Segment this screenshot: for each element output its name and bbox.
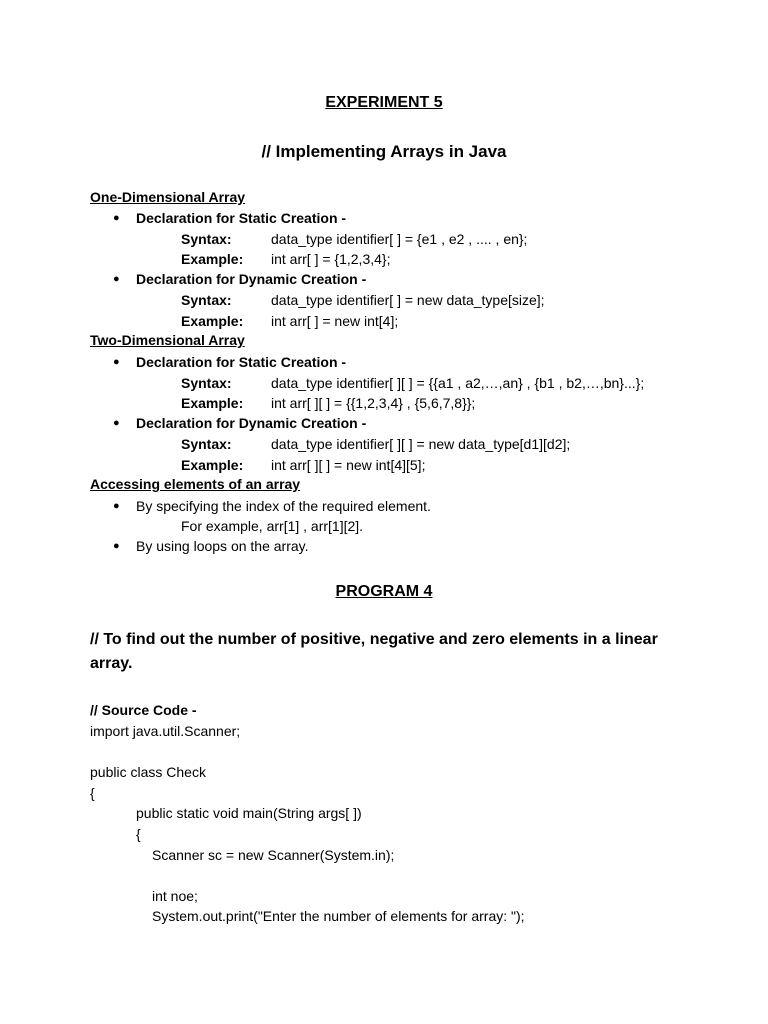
- one-dim-heading: One-Dimensional Array: [90, 189, 246, 205]
- code-line: {: [136, 826, 141, 842]
- bullet-text: Declaration for Dynamic Creation -: [136, 415, 367, 431]
- source-code-label: // Source Code -: [90, 702, 197, 718]
- bullet-icon: ●: [113, 273, 120, 285]
- syntax-value: data_type identifier[ ] = {e1 , e2 , .... , en};: [271, 231, 528, 247]
- program-title: PROGRAM 4: [335, 583, 433, 600]
- example-value: int arr[ ] = new int[4];: [271, 313, 399, 329]
- example-value: int arr[ ][ ] = {{1,2,3,4} , {5,6,7,8}};: [271, 395, 476, 411]
- example-label: Example:: [181, 251, 244, 267]
- code-line: public class Check: [90, 764, 206, 780]
- bullet-text: By using loops on the array.: [136, 538, 309, 554]
- code-line: int noe;: [152, 888, 198, 904]
- two-dim-heading: Two-Dimensional Array: [90, 332, 245, 348]
- experiment-title: EXPERIMENT 5: [325, 94, 443, 111]
- syntax-value: data_type identifier[ ] = new data_type[size];: [271, 292, 545, 308]
- access-heading: Accessing elements of an array: [90, 476, 301, 492]
- code-line: Scanner sc = new Scanner(System.in);: [152, 847, 395, 863]
- bullet-icon: ●: [113, 500, 120, 512]
- access-example: For example, arr[1] , arr[1][2].: [181, 518, 364, 534]
- bullet-icon: ●: [113, 356, 120, 368]
- syntax-label: Syntax:: [181, 436, 232, 452]
- bullet-text: Declaration for Dynamic Creation -: [136, 271, 367, 287]
- code-line: {: [90, 785, 95, 801]
- syntax-label: Syntax:: [181, 375, 232, 391]
- syntax-label: Syntax:: [181, 292, 232, 308]
- experiment-subtitle: // Implementing Arrays in Java: [261, 142, 507, 161]
- example-value: int arr[ ] = {1,2,3,4};: [271, 251, 391, 267]
- bullet-icon: ●: [113, 417, 120, 429]
- bullet-text: Declaration for Static Creation -: [136, 210, 347, 226]
- example-label: Example:: [181, 313, 244, 329]
- bullet-text: By specifying the index of the required element.: [136, 498, 431, 514]
- bullet-icon: ●: [113, 212, 120, 224]
- bullet-text: Declaration for Static Creation -: [136, 354, 347, 370]
- example-value: int arr[ ][ ] = new int[4][5];: [271, 457, 426, 473]
- code-line: import java.util.Scanner;: [90, 723, 241, 739]
- program-aim: // To find out the number of positive, negative and zero elements in a linear array.: [90, 631, 658, 672]
- syntax-value: data_type identifier[ ][ ] = new data_type[d1][d2];: [271, 436, 571, 452]
- syntax-label: Syntax:: [181, 231, 232, 247]
- code-line: System.out.print("Enter the number of elements for array: ");: [152, 908, 525, 924]
- bullet-icon: ●: [113, 540, 120, 552]
- code-line: public static void main(String args[ ]): [136, 805, 362, 821]
- syntax-value: data_type identifier[ ][ ] = {{a1 , a2,…,an} , {b1 , b2,…,bn}...};: [271, 375, 645, 391]
- example-label: Example:: [181, 395, 244, 411]
- example-label: Example:: [181, 457, 244, 473]
